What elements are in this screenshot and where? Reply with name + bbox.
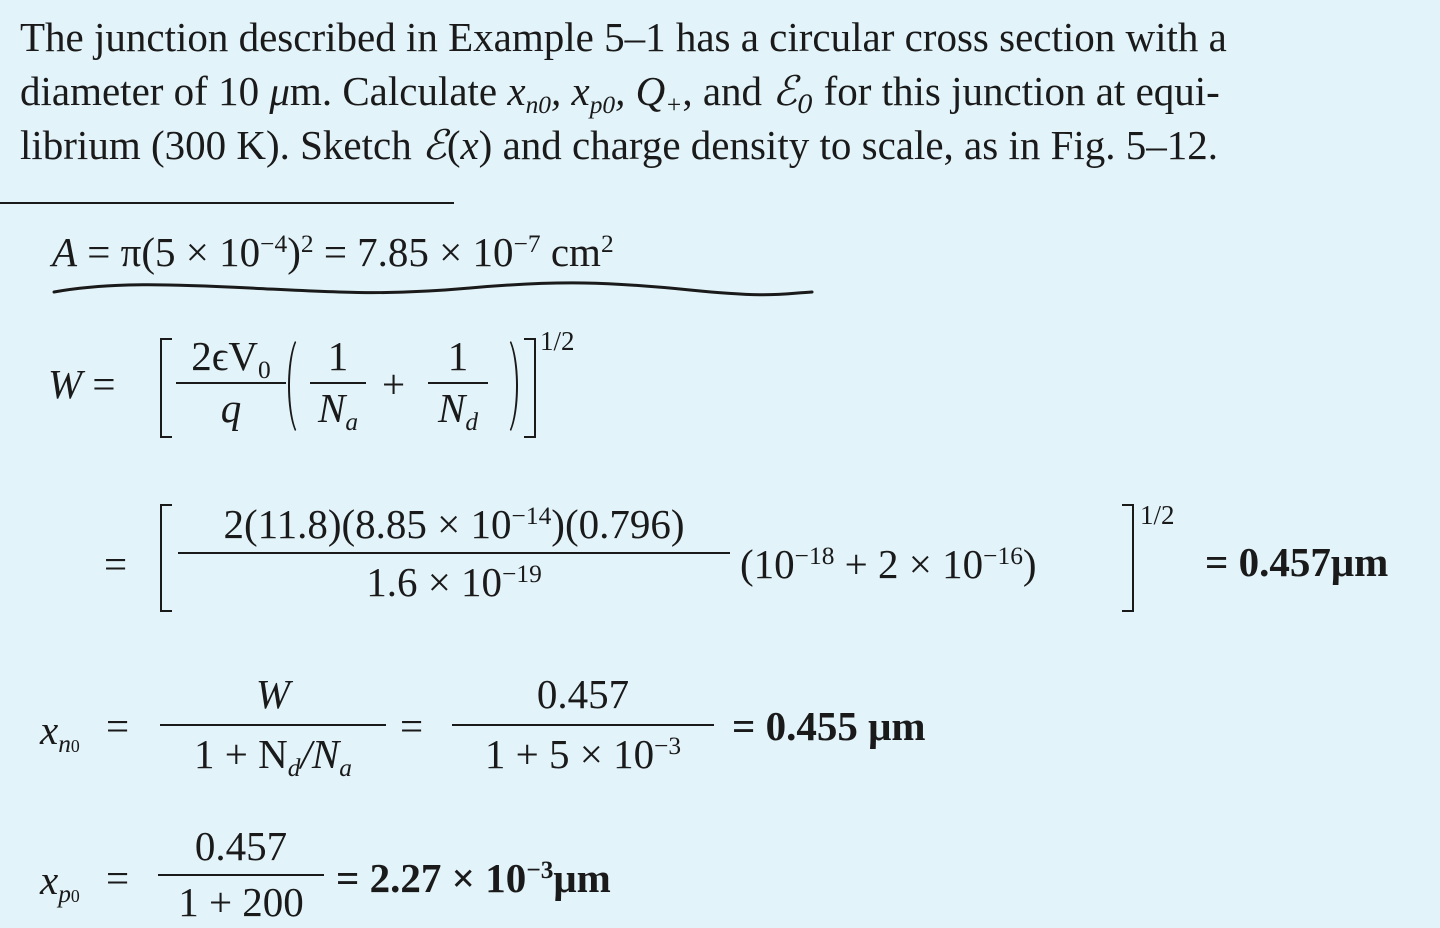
w-numeric-right-bracket <box>1122 504 1134 612</box>
xp0-frac: 0.457 1 + 200 <box>158 822 324 926</box>
xn0-equals-1: = <box>106 703 130 749</box>
w-numeric-equals: = <box>104 541 128 587</box>
problem-line-2: diameter of 10 μm. Calculate $x_{n0}$, $x_{p0}$, $Q_+$, and ℰ$_0$ for this junction at equi- <box>20 67 1220 120</box>
w-result: = 0.457μm <box>1205 539 1389 585</box>
w-coef-fraction: $2\epsilon V_0$ q <box>176 332 286 432</box>
w-power: 1/2 <box>540 326 575 356</box>
separator-line <box>0 202 454 204</box>
w-left-bracket <box>160 338 172 438</box>
w-numeric-left-bracket <box>160 504 172 612</box>
problem-statement <box>20 10 1425 172</box>
w-right-paren <box>490 334 518 438</box>
w-frac-na: 1 $N_a$ <box>310 332 366 432</box>
w-right-bracket <box>524 338 536 438</box>
xn0-frac1: W $1 + N_d/N_a$ <box>160 670 386 778</box>
handwritten-underline <box>50 280 820 300</box>
w-plus: + <box>382 361 406 407</box>
xn0-result: = 0.455 μm <box>732 703 926 749</box>
w-numeric-fraction: $2(11.8)(8.85 \times 10^{-14})(0.796)$ $1.6 \times 10^{-19}$ <box>178 500 730 606</box>
area-equation: $A = \pi(5 \times 10^{-4})^2 = 7.85 \times 10^{-7}$ $cm^2$ <box>52 229 614 275</box>
w-numeric-tail: $(10^{-18} + 2 \times 10^{-16})$ <box>740 541 1037 587</box>
xp0-equals-1: = <box>106 855 130 901</box>
xp0-lhs: $x_{p0}$ <box>40 857 80 909</box>
xn0-lhs: $x_{n0}$ <box>40 707 80 759</box>
w-numeric-power: 1/2 <box>1140 500 1175 530</box>
xp0-result: = $2.27 \times 10^{-3}\mu m$ <box>336 855 611 901</box>
w-lhs: W = <box>48 361 116 407</box>
xn0-equals-2: = <box>400 703 424 749</box>
problem-line-1: The junction described in Example 5–1 has a circular cross section with a <box>20 14 1227 60</box>
w-frac-nd: 1 $N_d$ <box>428 332 488 432</box>
problem-line-3: librium (300 K). Sketch ℰ(x) and charge density to scale, as in Fig. 5–12. <box>20 121 1219 169</box>
xn0-frac2: 0.457 $1 + 5 \times 10^{-3}$ <box>452 670 714 778</box>
